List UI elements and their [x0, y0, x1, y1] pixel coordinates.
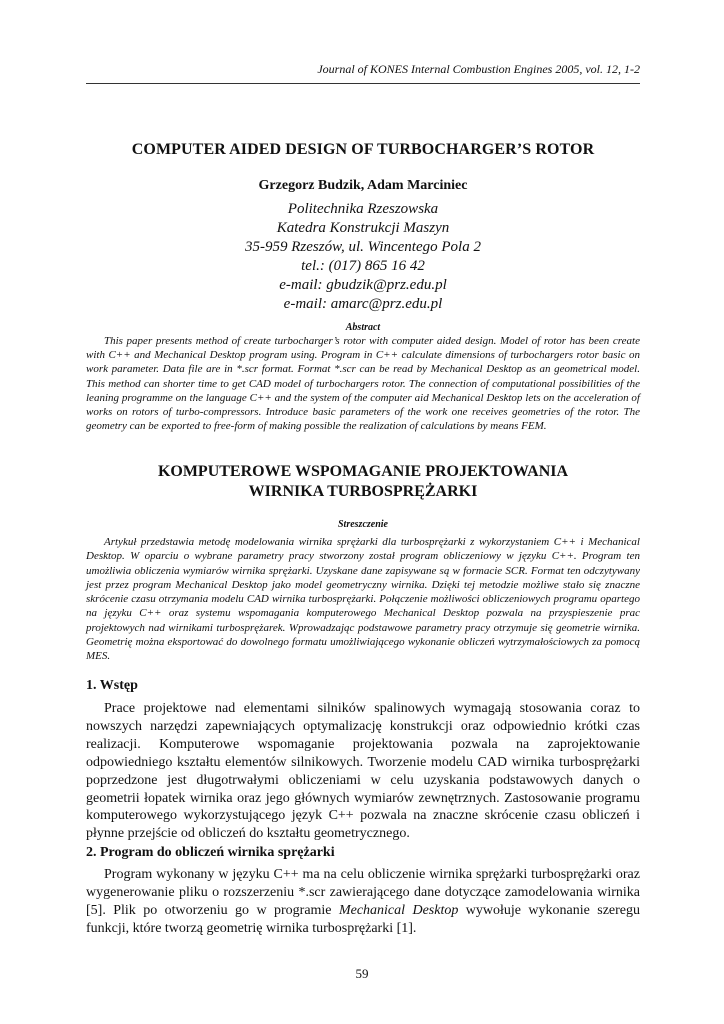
affiliation	[86, 200, 640, 314]
polish-title-line-2: WIRNIKA TURBOSPRĘŻARKI	[248, 483, 478, 500]
abstract-heading: Abstract	[345, 322, 381, 333]
affiliation-email-1: e-mail: gbudzik@prz.edu.pl	[279, 277, 447, 293]
header-rule	[86, 83, 640, 84]
streszczenie-text: Artykuł przedstawia metodę modelowania wirnika sprężarki dla turbosprężarki z wykorzystaniem C++ i Mechanical Desktop. W oparciu o wybrane parametry pracy stworzony został program obliczeniowy w języku C++. Program ten umożliwia obliczenia wymiarów wirnika sprężarki. Uzyskane dane zapisywane są w formacie SCR. Format ten odczytywany jest przez program Mechanical Desktop jako model geometryczny wirnika. Dzięki tej metodzie możliwe stało się znaczne skrócenie czasu otrzymania modelu CAD wirnika turbosprężarki. Połączenie możliwości obliczeniowych programu opartego na języku C++ oraz systemu wspomagania komputerowego Mechanical Desktop pozwala na przyspieszenie prac projektowych nad wirnikami turbosprężarek. Wprowadzając podstawowe parametry pracy otrzymuje się geometrie wirnika. Geometrię można eksportować do dowolnego formatu umożliwiającego wykonanie obliczeń wytrzymałościowych za pomocą MES.	[86, 536, 640, 663]
paper-title: COMPUTER AIDED DESIGN OF TURBOCHARGER’S ROTOR	[131, 141, 595, 158]
affiliation-address: 35-959 Rzeszów, ul. Wincentego Pola 2	[245, 239, 481, 255]
affiliation-email-2: e-mail: amarc@prz.edu.pl	[283, 296, 443, 312]
streszczenie-heading: Streszczenie	[338, 519, 388, 530]
section-2-paragraph	[86, 866, 640, 938]
abstract-text: This paper presents method of create turbocharger’s rotor with computer aided design. Model of rotor has been create with C++ and Mechanical Desktop program using. Program in C++ calculate dimensions of turbochargers rotor basic on work parameter. Data file are in *.scr format. Format *.scr can be read by Mechanical Desktop as an geometrical model. This method can shorter time to get CAD model of turbochargers rotor. The connection of computational possibilities of the leaning programme on the language C++ and the system of the computer aid Mechanical Desktop lets on the acceleration of works on rotors of turbo-compressors. Introduce basic parameters of the work one receives geometries of the rotor. The geometry can be exported to free-form of making possible the realization of calculations by means FEM.	[86, 335, 640, 433]
polish-title-line-1: KOMPUTEROWE WSPOMAGANIE PROJEKTOWANIA	[157, 463, 569, 480]
affiliation-phone: tel.: (017) 865 16 42	[301, 258, 425, 274]
affiliation-department: Katedra Konstrukcji Maszyn	[276, 220, 450, 236]
page-number: 59	[355, 966, 369, 981]
section-2-text-end: wywołuje wykonanie szeregu funkcji, które tworzą geometrię wirnika turbosprężarki [1].	[86, 903, 640, 937]
section-2-heading: 2. Program do obliczeń wirnika sprężarki	[86, 845, 335, 860]
affiliation-university: Politechnika Rzeszowska	[287, 201, 439, 217]
polish-title	[86, 462, 640, 502]
section-1-heading: 1. Wstęp	[86, 678, 138, 693]
journal-header: Journal of KONES Internal Combustion Engines 2005, vol. 12, 1-2	[317, 62, 640, 76]
section-1-paragraph: Prace projektowe nad elementami silników spalinowych wymagają stosowania coraz to nowszych narzędzi zapewniających optymalizację konstrukcji oraz odpowiednio krótki czas realizacji. Komputerowe wspomaganie projektowania pozwala na zaprojektowanie odpowiedniego kształtu elementów silnikowych. Tworzenie modelu CAD wirnika turbosprężarki poprzedzone jest długotrwałymi obliczeniami w celu uzyskania podstawowych danych o geometrii łopatek wirnika oraz jego głównych wymiarów zewnętrznych. Zastosowanie programu komputerowego wykorzystującego język C++ pozwala na znaczne skrócenie czasu obliczeń i płynne przejście od obliczeń do kształtu geometrycznego.	[86, 701, 640, 842]
authors: Grzegorz Budzik, Adam Marciniec	[258, 178, 468, 193]
section-2-italic-term: Mechanical Desktop	[338, 903, 459, 919]
section-2-text-start: Program wykonany w języku C++ ma na celu obliczenie wirnika sprężarki turbosprężarki oraz wygenerowanie pliku o rozszerzeniu *.scr zawierającego dane dotyczące zamodelowania wirnika [5]. Plik po otworzeniu go w programie	[86, 867, 640, 919]
